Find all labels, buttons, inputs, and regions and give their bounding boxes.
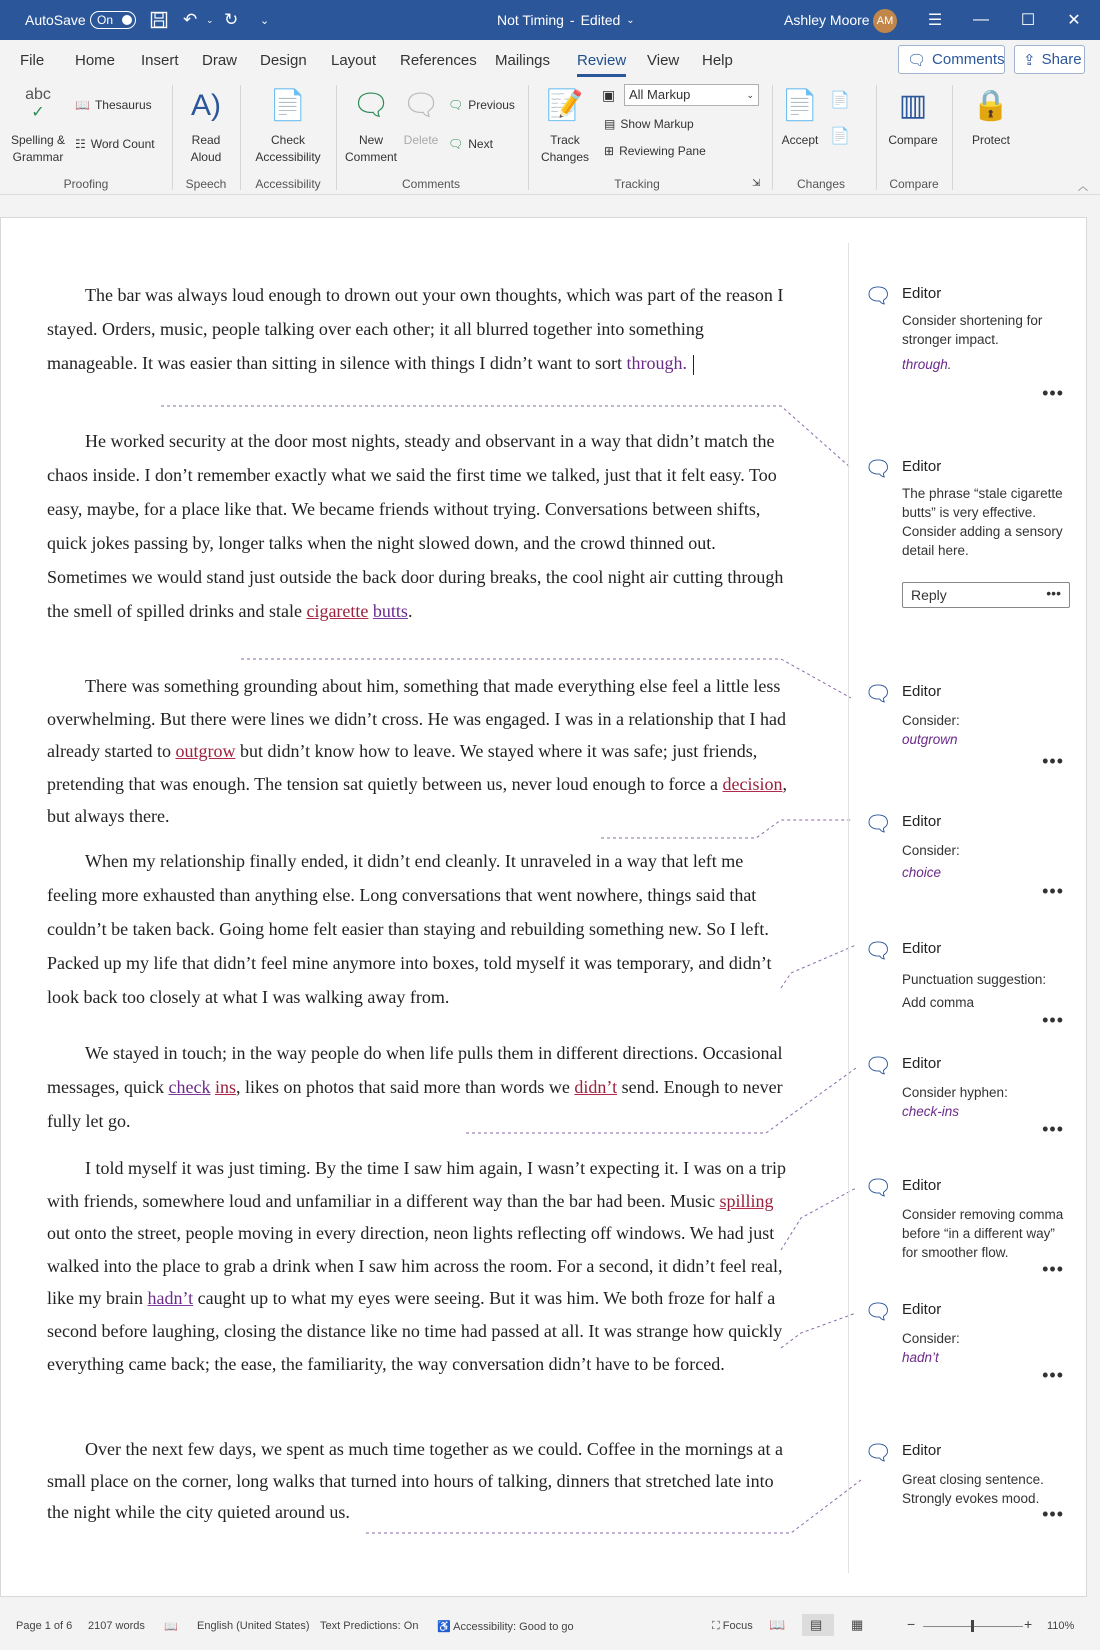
comment-bubble-icon: 🗨 xyxy=(864,681,892,706)
focus-icon: ⛶ xyxy=(712,1620,723,1632)
tab-review[interactable]: Review xyxy=(577,52,627,69)
comment-suggestion[interactable]: outgrown xyxy=(902,732,958,747)
tab-insert[interactable]: Insert xyxy=(141,52,179,69)
marked-word-spilling[interactable]: spilling xyxy=(719,1190,774,1211)
accept-button[interactable] xyxy=(778,86,822,149)
word-count-icon: ☷ xyxy=(75,137,86,151)
thesaurus-label: Thesaurus xyxy=(94,98,152,112)
tab-references[interactable]: References xyxy=(400,52,477,69)
more-options-icon[interactable]: ••• xyxy=(1042,1119,1064,1139)
new-comment-icon: 🗨 xyxy=(351,89,391,122)
read-aloud-label: Read Aloud xyxy=(190,133,222,164)
ribbon xyxy=(0,80,1100,195)
track-changes-label: Track Changes xyxy=(540,133,590,164)
more-options-icon[interactable]: ••• xyxy=(1042,881,1064,901)
reply-input[interactable] xyxy=(902,582,1070,608)
marked-word-ins[interactable]: ins xyxy=(214,1077,236,1097)
track-changes-icon: 📝 xyxy=(546,89,584,122)
title-bar xyxy=(0,0,1100,40)
paragraph-3-text-a: There was something grounding about him, something that made everything else feel a little less overwhelming. But there were lines we didn’t cross. He was engaged. I was in a relationship that I had already started to xyxy=(47,676,786,761)
autosave-state: On xyxy=(97,13,114,27)
tab-home[interactable]: Home xyxy=(75,52,116,69)
comment-bubble-icon: 🗨 xyxy=(864,1440,892,1465)
comment-bubble-icon: 🗨 xyxy=(864,1053,892,1078)
check-accessibility-button[interactable] xyxy=(246,86,330,166)
paragraph-6-text-c: caught up to what my eyes were seeing. But it was him. We both froze for half a second before laughing, closing the distance like no time had passed at all. It was strange how quickly everything came back; the ease, the familiarity, the way conversation didn’t have to be forced. xyxy=(47,1288,783,1374)
paragraph-3[interactable] xyxy=(47,670,787,833)
comment-author: Editor xyxy=(902,940,942,957)
comment-message: Consider shortening for stronger impact. xyxy=(902,313,1043,347)
spelling-icon: abc ✓ xyxy=(25,86,51,121)
check-accessibility-label: Check Accessibility xyxy=(255,133,321,164)
paragraph-7[interactable] xyxy=(47,1434,787,1529)
accept-icon: 📄 xyxy=(781,89,819,122)
word-count[interactable]: 2107 words xyxy=(88,1620,145,1632)
text-cursor xyxy=(693,355,694,375)
comment-author: Editor xyxy=(902,285,942,302)
paragraph-3-text-b: but didn’t know how to leave. We stayed where it was safe; just friends, pretending that was enough. The tension sat quietly between us, never loud enough to force a xyxy=(47,741,758,794)
tab-mailings[interactable]: Mailings xyxy=(495,52,551,69)
paragraph-7-text: Over the next few days, we spent as much time together as we could. Coffee in the mornings at a small place on the corner, long walks that turned into hours of talking, dinners that stretched late into the night while the city quieted around us. xyxy=(47,1439,783,1522)
display-for-review-icon: ▣ xyxy=(602,87,616,103)
customize-qat-icon[interactable]: ⌄ xyxy=(260,14,270,27)
paragraph-6[interactable] xyxy=(47,1152,787,1380)
next-icon: 🗨 xyxy=(448,137,464,151)
next-label: Next xyxy=(468,137,493,151)
autosave-label: AutoSave xyxy=(25,12,86,28)
paragraph-5-text-b: , likes on photos that said more than words we xyxy=(235,1077,575,1097)
paragraph-5-text-c: send. Enough to never fully let go. xyxy=(47,1077,783,1131)
compare-icon: ▥ xyxy=(898,89,928,122)
tab-file[interactable]: File xyxy=(20,52,45,69)
next-comment-button[interactable] xyxy=(448,137,493,151)
show-markup-label: Show Markup xyxy=(620,117,694,131)
word-count-button[interactable] xyxy=(75,137,155,151)
ribbon-display-icon[interactable]: ☰ xyxy=(927,12,943,29)
comment-suggestion[interactable]: check-ins xyxy=(902,1104,960,1119)
reviewing-pane-label: Reviewing Pane xyxy=(619,144,706,158)
paragraph-6-text-b: out onto the street, people moving in every direction, neon lights reflecting off windows. We had just walked into the place to grab a drink when I saw him across the room. For a second, it didn’t feel real, like my brain xyxy=(47,1223,783,1309)
focus-button[interactable] xyxy=(712,1620,753,1633)
comment-bubble-icon: 🗨 xyxy=(864,456,892,481)
comment-author: Editor xyxy=(902,683,942,700)
marked-word-through[interactable]: through. xyxy=(626,353,688,373)
document-page[interactable] xyxy=(0,217,1087,1597)
comment-suggestion[interactable]: hadn’t xyxy=(902,1350,939,1365)
reviewing-pane-button[interactable] xyxy=(604,144,706,158)
paragraph-4-text: When my relationship finally ended, it didn’t end cleanly. It unraveled in a way that left me feeling more exhausted than anything else. Long conversations that went nowhere, things said that couldn’t be taken back. Going home felt easier than staying and rebuilding something new. So I left. Packed up my life that didn’t feel mine anymore into boxes, told myself it was temporary, and didn’t look back too closely at what I was walking away from. xyxy=(47,851,772,1007)
share-button-label: Share xyxy=(1041,51,1082,68)
marked-word-outgrow[interactable]: outgrow xyxy=(175,741,236,761)
group-accessibility: Accessibility xyxy=(255,177,321,191)
delete-comment-icon: 🗨 xyxy=(401,89,441,122)
previous-icon: 🗨 xyxy=(448,98,464,112)
more-options-icon[interactable]: ••• xyxy=(1042,383,1064,403)
paragraph-2[interactable] xyxy=(47,424,787,628)
comment-message: Consider: xyxy=(902,1331,960,1346)
paragraph-5[interactable] xyxy=(47,1036,787,1138)
autosave-toggle[interactable] xyxy=(90,11,136,29)
comment-bubble-icon: 🗨 xyxy=(864,283,892,308)
avatar[interactable]: AM xyxy=(873,9,897,33)
reject-icon[interactable]: 📄 xyxy=(830,92,850,109)
language[interactable]: English (United States) xyxy=(197,1620,310,1632)
comment-message: Consider removing comma before “in a different way” for smoother flow. xyxy=(902,1207,1064,1260)
paragraph-2-text: He worked security at the door most nights, steady and observant in a way that didn’t match the chaos inside. I don’t remember exactly what we said the first time we talked, just that it felt easy. Too easy, maybe, for a place like that. We became friends without trying. Conversations between shifts, quick jokes passing by, longer talks when the night slowed down, and the crowd thinned out. Sometimes we would stand just outside the back door during breaks, the cool night air cutting through the smell of spilled drinks and stale xyxy=(47,431,784,621)
comment-author: Editor xyxy=(902,1301,942,1318)
comment-bubble-icon: 🗨 xyxy=(864,1175,892,1200)
comments-button[interactable] xyxy=(898,45,1005,74)
more-options-icon[interactable]: ••• xyxy=(1046,585,1061,601)
document-title[interactable]: Not Timing - Edited ⌄ xyxy=(497,12,635,28)
comment-message: Great closing sentence. Strongly evokes mood. xyxy=(902,1472,1044,1506)
zoom-in-icon[interactable]: + xyxy=(1024,1616,1033,1632)
new-comment-button[interactable] xyxy=(340,86,402,166)
comment-author: Editor xyxy=(902,1055,942,1072)
compare-button[interactable] xyxy=(882,86,944,149)
read-aloud-button[interactable] xyxy=(180,86,232,166)
print-layout-icon[interactable]: ▤ xyxy=(810,1617,823,1632)
read-aloud-icon: A) xyxy=(191,89,221,122)
comment-suggestion[interactable]: choice xyxy=(902,865,942,880)
delete-comment-button[interactable] xyxy=(400,86,442,149)
protect-icon: 🔒 xyxy=(972,89,1010,122)
delete-label: Delete xyxy=(403,133,439,147)
previous-label: Previous xyxy=(468,98,515,112)
paragraph-1-text: The bar was always loud enough to drown out your own thoughts, which was part of the reason I stayed. Orders, music, people talking over each other; it all blurred together into something manageable. It was easier than sitting in silence with things I didn’t want to sort xyxy=(47,285,784,373)
zoom-slider-thumb[interactable] xyxy=(971,1620,974,1632)
comment-suggestion[interactable]: through. xyxy=(902,357,952,372)
comment-bubble-icon: 🗨 xyxy=(864,938,892,963)
group-speech: Speech xyxy=(185,177,227,191)
marked-word-didnt[interactable]: didn’t xyxy=(574,1077,618,1097)
accessibility-status-label: Accessibility: Good to go xyxy=(453,1621,574,1633)
comment-message: Consider hyphen: xyxy=(902,1085,1008,1100)
zoom-out-icon[interactable]: − xyxy=(907,1616,916,1632)
text-predictions[interactable]: Text Predictions: On xyxy=(320,1620,419,1632)
group-tracking: Tracking xyxy=(614,177,660,191)
compare-label: Compare xyxy=(888,133,938,147)
read-mode-icon[interactable]: 📖 xyxy=(769,1617,786,1632)
marked-word-cigarette[interactable]: cigarette xyxy=(306,601,369,621)
tab-help[interactable]: Help xyxy=(702,52,733,69)
chevron-down-icon: ⌄ xyxy=(746,90,754,100)
zoom-level[interactable]: 110% xyxy=(1047,1620,1075,1632)
protect-button[interactable] xyxy=(962,86,1020,149)
comment-author: Editor xyxy=(902,1442,942,1459)
previous-change-icon[interactable]: 📄 xyxy=(830,128,850,145)
doc-status-text: Edited xyxy=(580,12,621,28)
marked-word-butts[interactable]: butts xyxy=(372,601,408,621)
comment-message: Consider: xyxy=(902,843,960,858)
collapse-ribbon-icon[interactable]: ︿ xyxy=(1078,182,1088,193)
tab-design[interactable]: Design xyxy=(260,52,307,69)
group-changes: Changes xyxy=(796,177,846,191)
comment-icon: 🗨 xyxy=(907,51,927,69)
reply-placeholder: Reply xyxy=(911,587,947,603)
track-changes-button[interactable] xyxy=(534,86,596,166)
share-button[interactable] xyxy=(1014,45,1085,74)
user-name[interactable]: Ashley Moore xyxy=(784,12,870,28)
paragraph-4[interactable] xyxy=(47,844,787,1014)
comment-bubble-icon: 🗨 xyxy=(864,1299,892,1324)
focus-label: Focus xyxy=(722,1620,753,1632)
share-icon: ⇪ xyxy=(1023,51,1036,69)
more-options-icon[interactable]: ••• xyxy=(1042,1504,1064,1524)
group-comments: Comments xyxy=(401,177,461,191)
save-icon[interactable] xyxy=(150,0,168,40)
tab-draw[interactable]: Draw xyxy=(202,52,238,69)
comments-button-label: Comments xyxy=(932,51,1005,68)
redo-icon[interactable]: ↻ xyxy=(224,10,239,29)
accept-label: Accept xyxy=(781,133,819,147)
thesaurus-button[interactable] xyxy=(75,98,152,112)
paragraph-3-text-c: , but always there. xyxy=(47,773,787,826)
spelling-label: Spelling & Grammar xyxy=(10,133,66,164)
accessibility-icon: ♿ xyxy=(437,1621,454,1633)
word-count-label: Word Count xyxy=(90,137,155,151)
more-options-icon[interactable]: ••• xyxy=(1042,1259,1064,1279)
new-comment-label: New Comment xyxy=(344,133,397,164)
markup-mode-value: All Markup xyxy=(629,87,691,102)
comment-bubble-icon: 🗨 xyxy=(864,811,892,836)
spelling-grammar-button[interactable] xyxy=(8,86,68,166)
more-options-icon[interactable]: ••• xyxy=(1042,1365,1064,1385)
accessibility-icon: 📄 xyxy=(269,89,307,122)
close-icon[interactable]: ✕ xyxy=(1067,12,1081,29)
comment-message: Consider: xyxy=(902,713,960,728)
page-count[interactable]: Page 1 of 6 xyxy=(16,1620,73,1632)
marked-word-decision[interactable]: decision xyxy=(722,773,783,794)
maximize-icon[interactable]: ☐ xyxy=(1020,12,1036,29)
proofing-icon[interactable]: 📖 xyxy=(164,1621,178,1633)
marked-word-check[interactable]: check xyxy=(168,1077,211,1097)
undo-dropdown-icon[interactable]: ⌄ xyxy=(206,14,214,25)
comment-margin-divider xyxy=(848,243,849,1573)
marked-word-hadnt[interactable]: hadn’t xyxy=(147,1288,194,1309)
more-options-icon[interactable]: ••• xyxy=(1042,1010,1064,1030)
paragraph-6-text-a: I told myself it was just timing. By the time I saw him again, I wasn’t expecting it. I was on a trip with friends, somewhere loud and unfamiliar in a different way than the bar had been. Music xyxy=(47,1158,787,1211)
comment-author: Editor xyxy=(902,458,942,475)
tab-layout[interactable]: Layout xyxy=(331,52,377,69)
paragraph-2-end: . xyxy=(407,601,413,621)
group-compare: Compare xyxy=(889,177,939,191)
more-options-icon[interactable]: ••• xyxy=(1042,751,1064,771)
paragraph-1[interactable] xyxy=(47,278,787,380)
reviewing-pane-icon: ⊞ xyxy=(604,144,615,158)
minimize-icon[interactable]: — xyxy=(973,11,989,28)
paragraph-5-text-a: We stayed in touch; in the way people do when life pulls them in different directions. Occasional messages, quick xyxy=(47,1043,783,1097)
show-markup-button[interactable] xyxy=(604,117,694,131)
comment-message: The phrase “stale cigarette butts” is very effective. Consider adding a sensory detail here. xyxy=(902,486,1063,558)
undo-icon[interactable]: ↶ xyxy=(183,10,198,29)
group-proofing: Proofing xyxy=(63,177,109,191)
show-markup-icon: ▤ xyxy=(604,117,616,131)
previous-comment-button[interactable] xyxy=(448,98,515,112)
comment-author: Editor xyxy=(902,1177,942,1194)
comment-message: Punctuation suggestion: Add comma xyxy=(902,972,1047,1010)
web-layout-icon[interactable]: ▦ xyxy=(851,1617,864,1632)
protect-label: Protect xyxy=(971,133,1010,147)
tab-view[interactable]: View xyxy=(647,52,680,69)
markup-mode-select[interactable] xyxy=(624,84,759,106)
chevron-down-icon: ⌄ xyxy=(626,14,635,26)
thesaurus-icon: 📖 xyxy=(75,98,90,112)
comment-author: Editor xyxy=(902,813,942,830)
tracking-options-icon[interactable]: ⇲ xyxy=(752,178,761,189)
status-bar xyxy=(0,1600,1100,1650)
accessibility-status[interactable] xyxy=(437,1620,574,1633)
doc-title-text: Not Timing xyxy=(497,12,564,28)
